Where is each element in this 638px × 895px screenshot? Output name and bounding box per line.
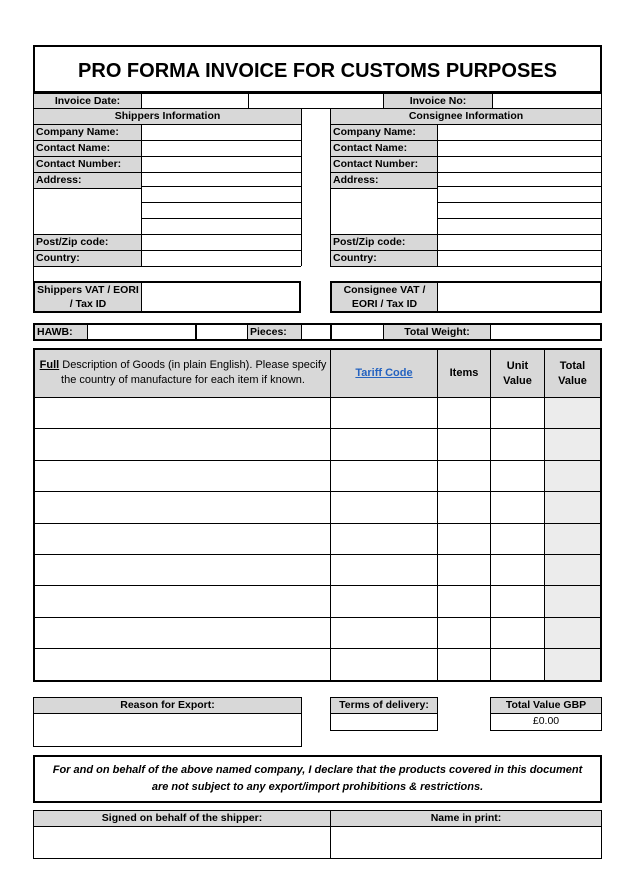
table-row[interactable] xyxy=(35,555,600,585)
shipper-address-label: Address: xyxy=(34,173,141,188)
consignee-country-field[interactable] xyxy=(438,251,601,266)
consignee-country-label: Country: xyxy=(331,251,437,266)
signed-label: Signed on behalf of the shipper: xyxy=(34,811,330,826)
page-title: PRO FORMA INVOICE FOR CUSTOMS PURPOSES xyxy=(78,60,557,82)
consignee-company-label: Company Name: xyxy=(331,125,437,140)
goods-description-header: Full Description of Goods (in plain English). Please specify the country of manufacture for each item if known. xyxy=(39,359,327,386)
invoice-date-field[interactable] xyxy=(142,94,248,108)
name-print-field[interactable] xyxy=(331,827,601,858)
table-row[interactable] xyxy=(35,649,600,679)
consignee-contact-number-field[interactable] xyxy=(438,157,601,172)
shipper-address-field[interactable] xyxy=(142,173,301,234)
tariff-code-header[interactable] xyxy=(331,350,437,397)
table-row[interactable] xyxy=(35,618,600,648)
shipper-contact-name-label: Contact Name: xyxy=(34,141,141,156)
shipper-contact-number-field[interactable] xyxy=(142,157,301,172)
terms-label: Terms of delivery: xyxy=(331,698,437,713)
table-row[interactable] xyxy=(35,398,600,428)
shipper-contact-number-label: Contact Number: xyxy=(34,157,141,172)
consignee-contact-name-label: Contact Name: xyxy=(331,141,437,156)
title-box xyxy=(33,45,602,93)
consignee-vat-label: Consignee VAT / EORI / Tax ID xyxy=(332,283,437,311)
total-weight-label: Total Weight: xyxy=(384,325,490,339)
consignee-contact-name-field[interactable] xyxy=(438,141,601,156)
shipper-company-field[interactable] xyxy=(142,125,301,140)
hawb-label: HAWB: xyxy=(35,325,87,339)
shipper-country-label: Country: xyxy=(34,251,141,266)
table-row[interactable] xyxy=(35,429,600,459)
shipper-vat-label: Shippers VAT / EORI / Tax ID xyxy=(35,283,141,311)
items-header: Items xyxy=(449,367,479,379)
name-print-label: Name in print: xyxy=(331,811,601,826)
table-row[interactable] xyxy=(35,492,600,522)
shipper-company-label: Company Name: xyxy=(34,125,141,140)
reason-field[interactable] xyxy=(34,714,301,746)
shipper-country-field[interactable] xyxy=(142,251,301,266)
table-row[interactable] xyxy=(35,524,600,554)
declaration-text: For and on behalf of the above named company, I declare that the products covered in this document are not subject to any export/import prohibitions & restrictions. xyxy=(52,764,583,793)
total-weight-field[interactable] xyxy=(491,325,600,339)
invoice-no-field[interactable] xyxy=(493,94,601,108)
unit-value-header: Unit Value xyxy=(503,359,532,387)
total-value-header: Total Value xyxy=(558,359,587,387)
reason-label: Reason for Export: xyxy=(34,698,301,713)
consignee-vat-field[interactable] xyxy=(438,283,600,311)
total-gbp-value: £0.00 xyxy=(532,715,560,727)
signature-field[interactable] xyxy=(34,827,330,858)
consignee-address-field[interactable] xyxy=(438,173,601,234)
terms-field[interactable] xyxy=(331,714,437,730)
hawb-field[interactable] xyxy=(88,325,195,339)
table-row[interactable] xyxy=(35,586,600,616)
invoice-date-field-2[interactable] xyxy=(249,94,383,108)
shipper-post-label: Post/Zip code: xyxy=(34,235,141,250)
consignee-post-label: Post/Zip code: xyxy=(331,235,437,250)
shipper-post-field[interactable] xyxy=(142,235,301,250)
consignee-contact-number-label: Contact Number: xyxy=(331,157,437,172)
shipper-vat-field[interactable] xyxy=(142,283,299,311)
pieces-field[interactable] xyxy=(302,325,330,339)
consignee-company-field[interactable] xyxy=(438,125,601,140)
consignee-post-field[interactable] xyxy=(438,235,601,250)
pieces-label: Pieces: xyxy=(248,325,301,339)
table-row[interactable] xyxy=(35,461,600,491)
tariff-code-link[interactable]: Tariff Code xyxy=(355,367,413,379)
shipper-header: Shippers Information xyxy=(34,109,301,124)
invoice-date-label: Invoice Date: xyxy=(34,94,141,108)
consignee-header: Consignee Information xyxy=(331,109,601,124)
invoice-no-label: Invoice No: xyxy=(384,94,492,108)
total-gbp-label: Total Value GBP xyxy=(491,698,601,713)
shipper-contact-name-field[interactable] xyxy=(142,141,301,156)
consignee-address-label: Address: xyxy=(331,173,437,188)
